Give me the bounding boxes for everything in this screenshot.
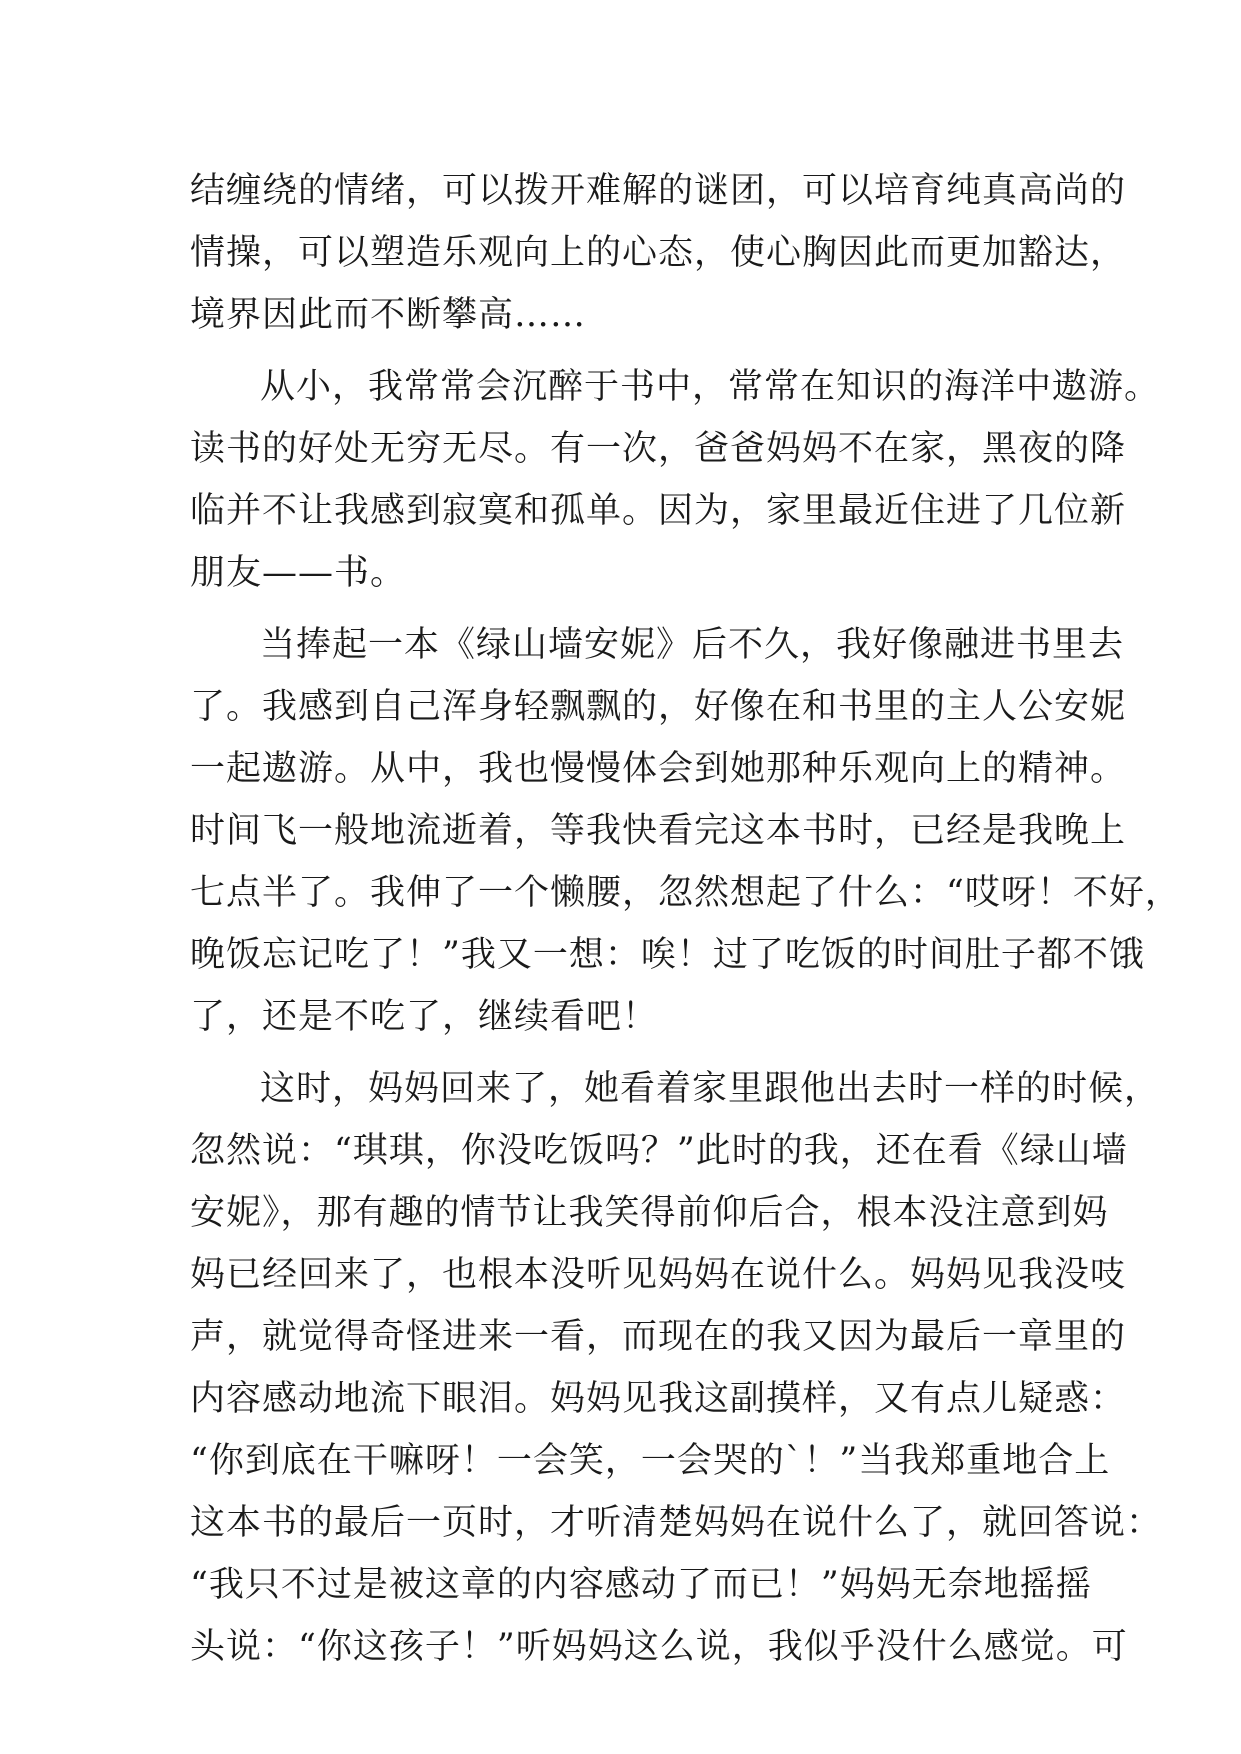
- text-line: 结缠绕的情绪，可以拨开难解的谜团，可以培育纯真高尚的: [190, 171, 1127, 211]
- text-line: 这时，妈妈回来了，她看着家里跟他出去时一样的时候，: [260, 1069, 1161, 1109]
- text-line: “我只不过是被这章的内容感动了而已！”妈妈无奈地摇摇: [190, 1565, 1092, 1605]
- paragraph-gap: [190, 1048, 1052, 1058]
- paragraph-gap: [190, 346, 1052, 356]
- body-text: [190, 160, 1181, 1678]
- text-line: 境界因此而不断攀高……: [190, 295, 587, 335]
- paragraph-gap: [190, 604, 1052, 614]
- text-line: 安妮》，那有趣的情节让我笑得前仰后合，根本没注意到妈: [190, 1193, 1109, 1233]
- text-line: 头说：“你这孩子！”听妈妈这么说，我似乎没什么感觉。可: [190, 1627, 1128, 1667]
- text-line: 临并不让我感到寂寞和孤单。因为，家里最近住进了几位新: [190, 491, 1127, 531]
- text-line: 七点半了。我伸了一个懒腰，忽然想起了什么：“哎呀！不好，: [190, 873, 1181, 913]
- text-line: 朋友——书。: [190, 553, 407, 593]
- text-line: 忽然说：“琪琪，你没吃饭吗？”此时的我，还在看《绿山墙: [190, 1131, 1128, 1171]
- text-line: 了，还是不吃了，继续看吧！: [190, 997, 659, 1037]
- text-line: 这本书的最后一页时，才听清楚妈妈在说什么了，就回答说：: [190, 1503, 1163, 1543]
- text-line: 了。我感到自己浑身轻飘飘的，好像在和书里的主人公安妮: [190, 687, 1127, 727]
- text-line: 一起遨游。从中，我也慢慢体会到她那种乐观向上的精神。: [190, 749, 1127, 789]
- text-line: 妈已经回来了，也根本没听见妈妈在说什么。妈妈见我没吱: [190, 1255, 1127, 1295]
- text-line: 时间飞一般地流逝着，等我快看完这本书时，已经是我晚上: [190, 811, 1127, 851]
- text-line: 当捧起一本《绿山墙安妮》后不久，我好像融进书里去: [260, 625, 1125, 665]
- text-line: 内容感动地流下眼泪。妈妈见我这副摸样，又有点儿疑惑：: [190, 1379, 1127, 1419]
- text-line: 读书的好处无穷无尽。有一次，爸爸妈妈不在家，黑夜的降: [190, 429, 1127, 469]
- text-line: 情操，可以塑造乐观向上的心态，使心胸因此而更加豁达，: [190, 233, 1127, 273]
- text-line: 从小，我常常会沉醉于书中，常常在知识的海洋中遨游。: [260, 367, 1161, 407]
- text-line: 声，就觉得奇怪进来一看，而现在的我又因为最后一章里的: [190, 1317, 1127, 1357]
- text-line: 晚饭忘记吃了！”我又一想：唉！过了吃饭的时间肚子都不饿: [190, 935, 1145, 975]
- text-line: “你到底在干嘛呀！一会笑，一会哭的`！”当我郑重地合上: [190, 1441, 1111, 1481]
